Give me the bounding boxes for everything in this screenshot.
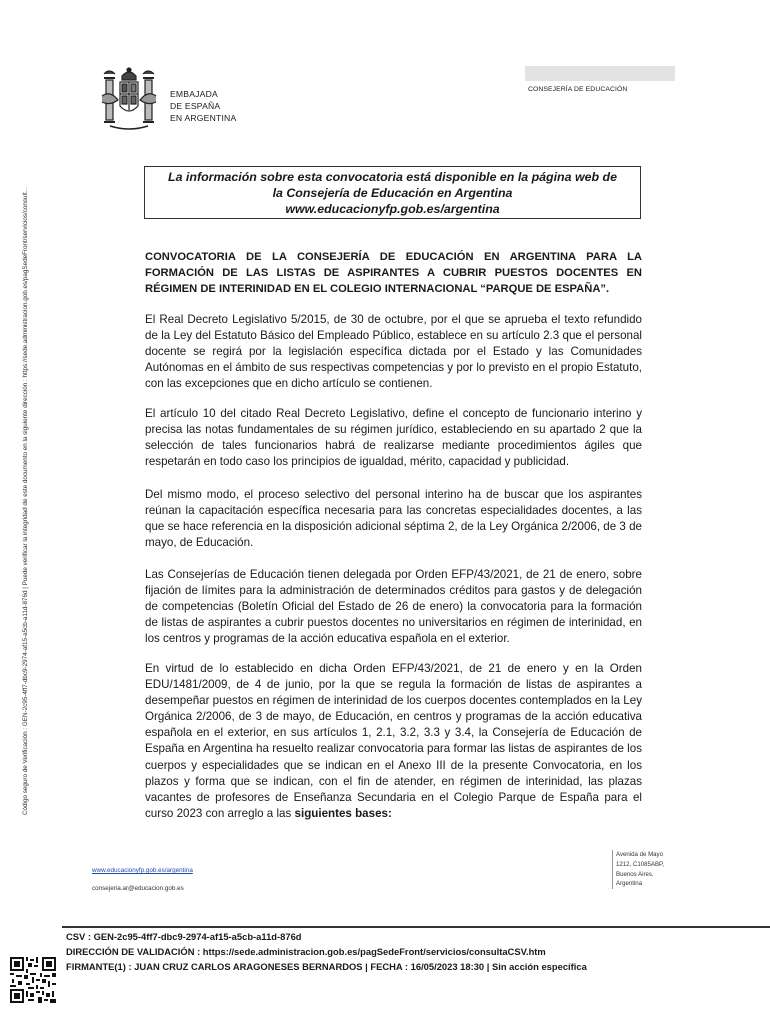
validation-address[interactable]: DIRECCIÓN DE VALIDACIÓN : https://sede.administracion.gob.es/pagSedeFront/servicios/consultaCSV.htm [66, 946, 546, 957]
paragraph-5: En virtud de lo establecido en dicha Orden EFP/43/2021, de 21 de enero y en la Orden EDU/1481/2009, de 4 de junio, por la que se regula la formación de listas de aspirantes a desempeñar puestos en régimen de interinidad de los cuerpos docentes contemplados en la Ley Orgánica 2/2006, de 3 de mayo, de Educación, en centros y programas de la acción educativa española en el exterior, en sus artículos 1, 2.1, 3.2, 3.3 y 3.4, la Consejería de Educación de España en Argentina ha resuelto realizar convocatoria para formar las listas de aspirantes de los cuerpos y especialidades que se indican en el Anexo III de la presente Convocatoria, en los plazos y forma que se indican, con el fin de atender, en régimen de interinidad, las plazas vacantes de profesores de Enseñanza Secundaria en el Colegio Parque de España para el curso 2023 con arreglo a las siguientes bases: [145, 662, 642, 820]
info-website[interactable]: www.educacionyfp.gob.es/argentina [285, 201, 500, 216]
csv-code: CSV : GEN-2c95-4ff7-dbc9-2974-af15-a5cb-a11d-876d [66, 931, 302, 942]
header-grey-bar [525, 66, 675, 81]
verification-side-note: Código seguro de Verificación : GEN-2c95-4ff7-dbc9-2974-af15-a5cb-a11d-876d | Puede verificar la integridad de este documento en la siguiente dirección : https://sede.administracion.gob.es/pagSedeFront/servicios/consult... [22, 187, 29, 815]
info-box [144, 166, 641, 219]
bases-label: siguientes bases: [294, 806, 392, 820]
embassy-name: EMBAJADA DE ESPAÑA EN ARGENTINA [170, 89, 237, 123]
footer-email: consejeria.ar@educacion.gob.es [92, 885, 184, 892]
paragraph-1: El Real Decreto Legislativo 5/2015, de 30 de octubre, por el que se aprueba el texto refundido de la Ley del Estatuto Básico del Empleado Público, establece en su artículo 2.3 que el personal docente se regirá por la legislación específica dictada por el Estado y las Comunidades Autónomas en el ámbito de sus respectivas competencias y por lo previsto en el propio Estatuto, con las excepciones que en dicho artículo se contienen. [145, 313, 642, 391]
spain-coat-of-arms-icon [100, 66, 158, 132]
info-line-2: la Consejería de Educación en Argentina [272, 185, 513, 200]
qr-code-icon [10, 957, 56, 1003]
footer-website-link[interactable]: www.educacionyfp.gob.es/argentina [92, 867, 193, 874]
consejeria-label: CONSEJERÍA DE EDUCACIÓN [528, 86, 628, 93]
footer-address: Avenida de Mayo 1212, C1085ABP, Buenos Aires, Argentina [612, 850, 664, 889]
document-title: CONVOCATORIA DE LA CONSEJERÍA DE EDUCACIÓN EN ARGENTINA PARA LA FORMACIÓN DE LAS LISTAS DE ASPIRANTES A CUBRIR PUESTOS DOCENTES EN RÉGIMEN DE INTERINIDAD EN EL COLEGIO INTERNACIONAL “PARQUE DE ESPAÑA”. [145, 251, 642, 295]
footer-divider [62, 926, 770, 928]
info-line-1: La información sobre esta convocatoria está disponible en la página web de [168, 169, 617, 184]
paragraph-2: El artículo 10 del citado Real Decreto Legislativo, define el concepto de funcionario interino y precisa las notas fundamentales de su régimen jurídico, estableciendo en su apartado 2 que la selección de tales funcionarios habrá de realizarse mediante procedimientos ágiles que respetarán en todo caso los principios de igualdad, mérito, capacidad y publicidad. [145, 407, 642, 469]
signer-line: FIRMANTE(1) : JUAN CRUZ CARLOS ARAGONESES BERNARDOS | FECHA : 16/05/2023 18:30 | Sin acción específica [66, 961, 587, 972]
paragraph-4: Las Consejerías de Educación tienen delegada por Orden EFP/43/2021, de 21 de enero, sobre fijación de límites para la administración de determinados créditos para gastos y de delegación de competencias (Boletín Oficial del Estado de 26 de enero) la convocatoria para la formación de listas de aspirantes a cubrir puestos docentes no universitarios en régimen de interinidad, en los centros y programas de la acción educativa española en el exterior. [145, 568, 642, 646]
paragraph-3: Del mismo modo, el proceso selectivo del personal interino ha de buscar que los aspirantes reúnan la capacitación específica necesaria para las concretas especialidades docentes, a las que se hace referencia en la disposición adicional séptima 2, de la Ley Orgánica 2/2006, de 3 de mayo, de Educación. [145, 488, 642, 550]
